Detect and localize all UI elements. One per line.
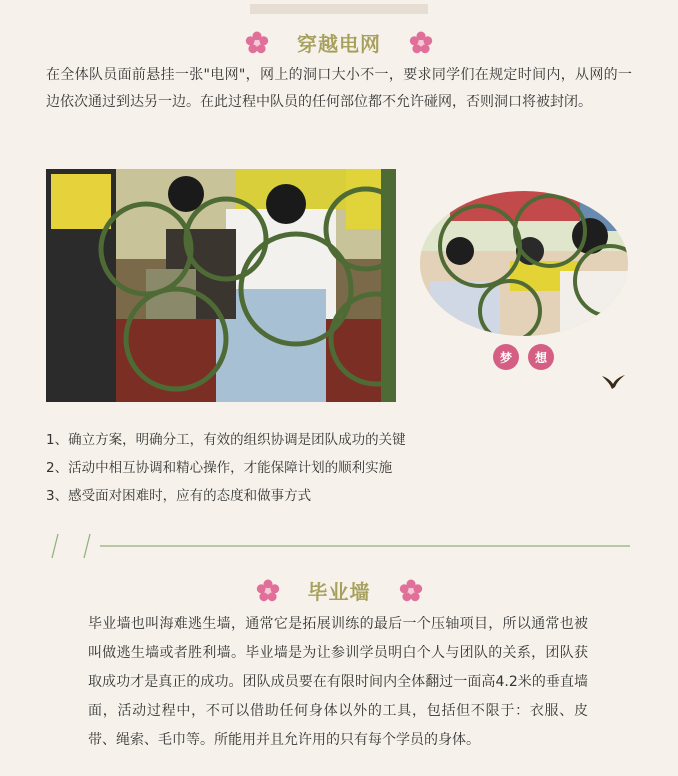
dream-badge-1: 梦 — [493, 344, 519, 370]
section-title-text: 穿越电网 — [297, 32, 381, 56]
list-item: 2、活动中相互协调和精心操作，才能保障计划的顺利实施 — [46, 460, 393, 476]
dream-badge-2: 想 — [528, 344, 554, 370]
section-divider — [40, 530, 640, 562]
flower-icon — [245, 31, 269, 55]
section-title-text: 毕业墙 — [307, 580, 371, 604]
top-decorative-bar — [250, 4, 428, 14]
graduation-wall-body: 毕业墙也叫海难逃生墙，通常它是拓展训练的最后一个压轴项目，所以通常也被叫做逃生墙或者胜利墙。毕业墙是为让参训学员明白个人与团队的关系，团队获取成功才是真正的成功。团队成员要在有限时间内全体翻过一面高4.2米的垂直墙面，活动过程中，不可以借助任何身体以外的工具，包括但不限于：衣服、皮带、绳索、毛巾等。所能用并且允许用的只有每个学员的身体。 — [88, 616, 588, 748]
flower-icon — [409, 31, 433, 55]
flower-icon — [399, 579, 423, 603]
wire-net-intro: 在全体队员面前悬挂一张"电网"，网上的洞口大小不一，要求同学们在规定时间内，从网的一边依次通过到达另一边。在此过程中队员的任何部位都不允许碰网，否则洞口将被封闭。 — [46, 67, 632, 110]
wire-net-photo — [46, 169, 396, 402]
section-title-graduation-wall — [0, 576, 678, 605]
list-item: 3、感受面对困难时，应有的态度和做事方式 — [46, 488, 312, 504]
list-item: 1、确立方案，明确分工，有效的组织协调是团队成功的关键 — [46, 432, 406, 448]
swallow-icon — [600, 372, 626, 390]
section-title-wire-net — [0, 28, 678, 57]
flower-icon — [256, 579, 280, 603]
key-points-list — [46, 426, 406, 510]
oval-team-photo — [420, 191, 628, 336]
